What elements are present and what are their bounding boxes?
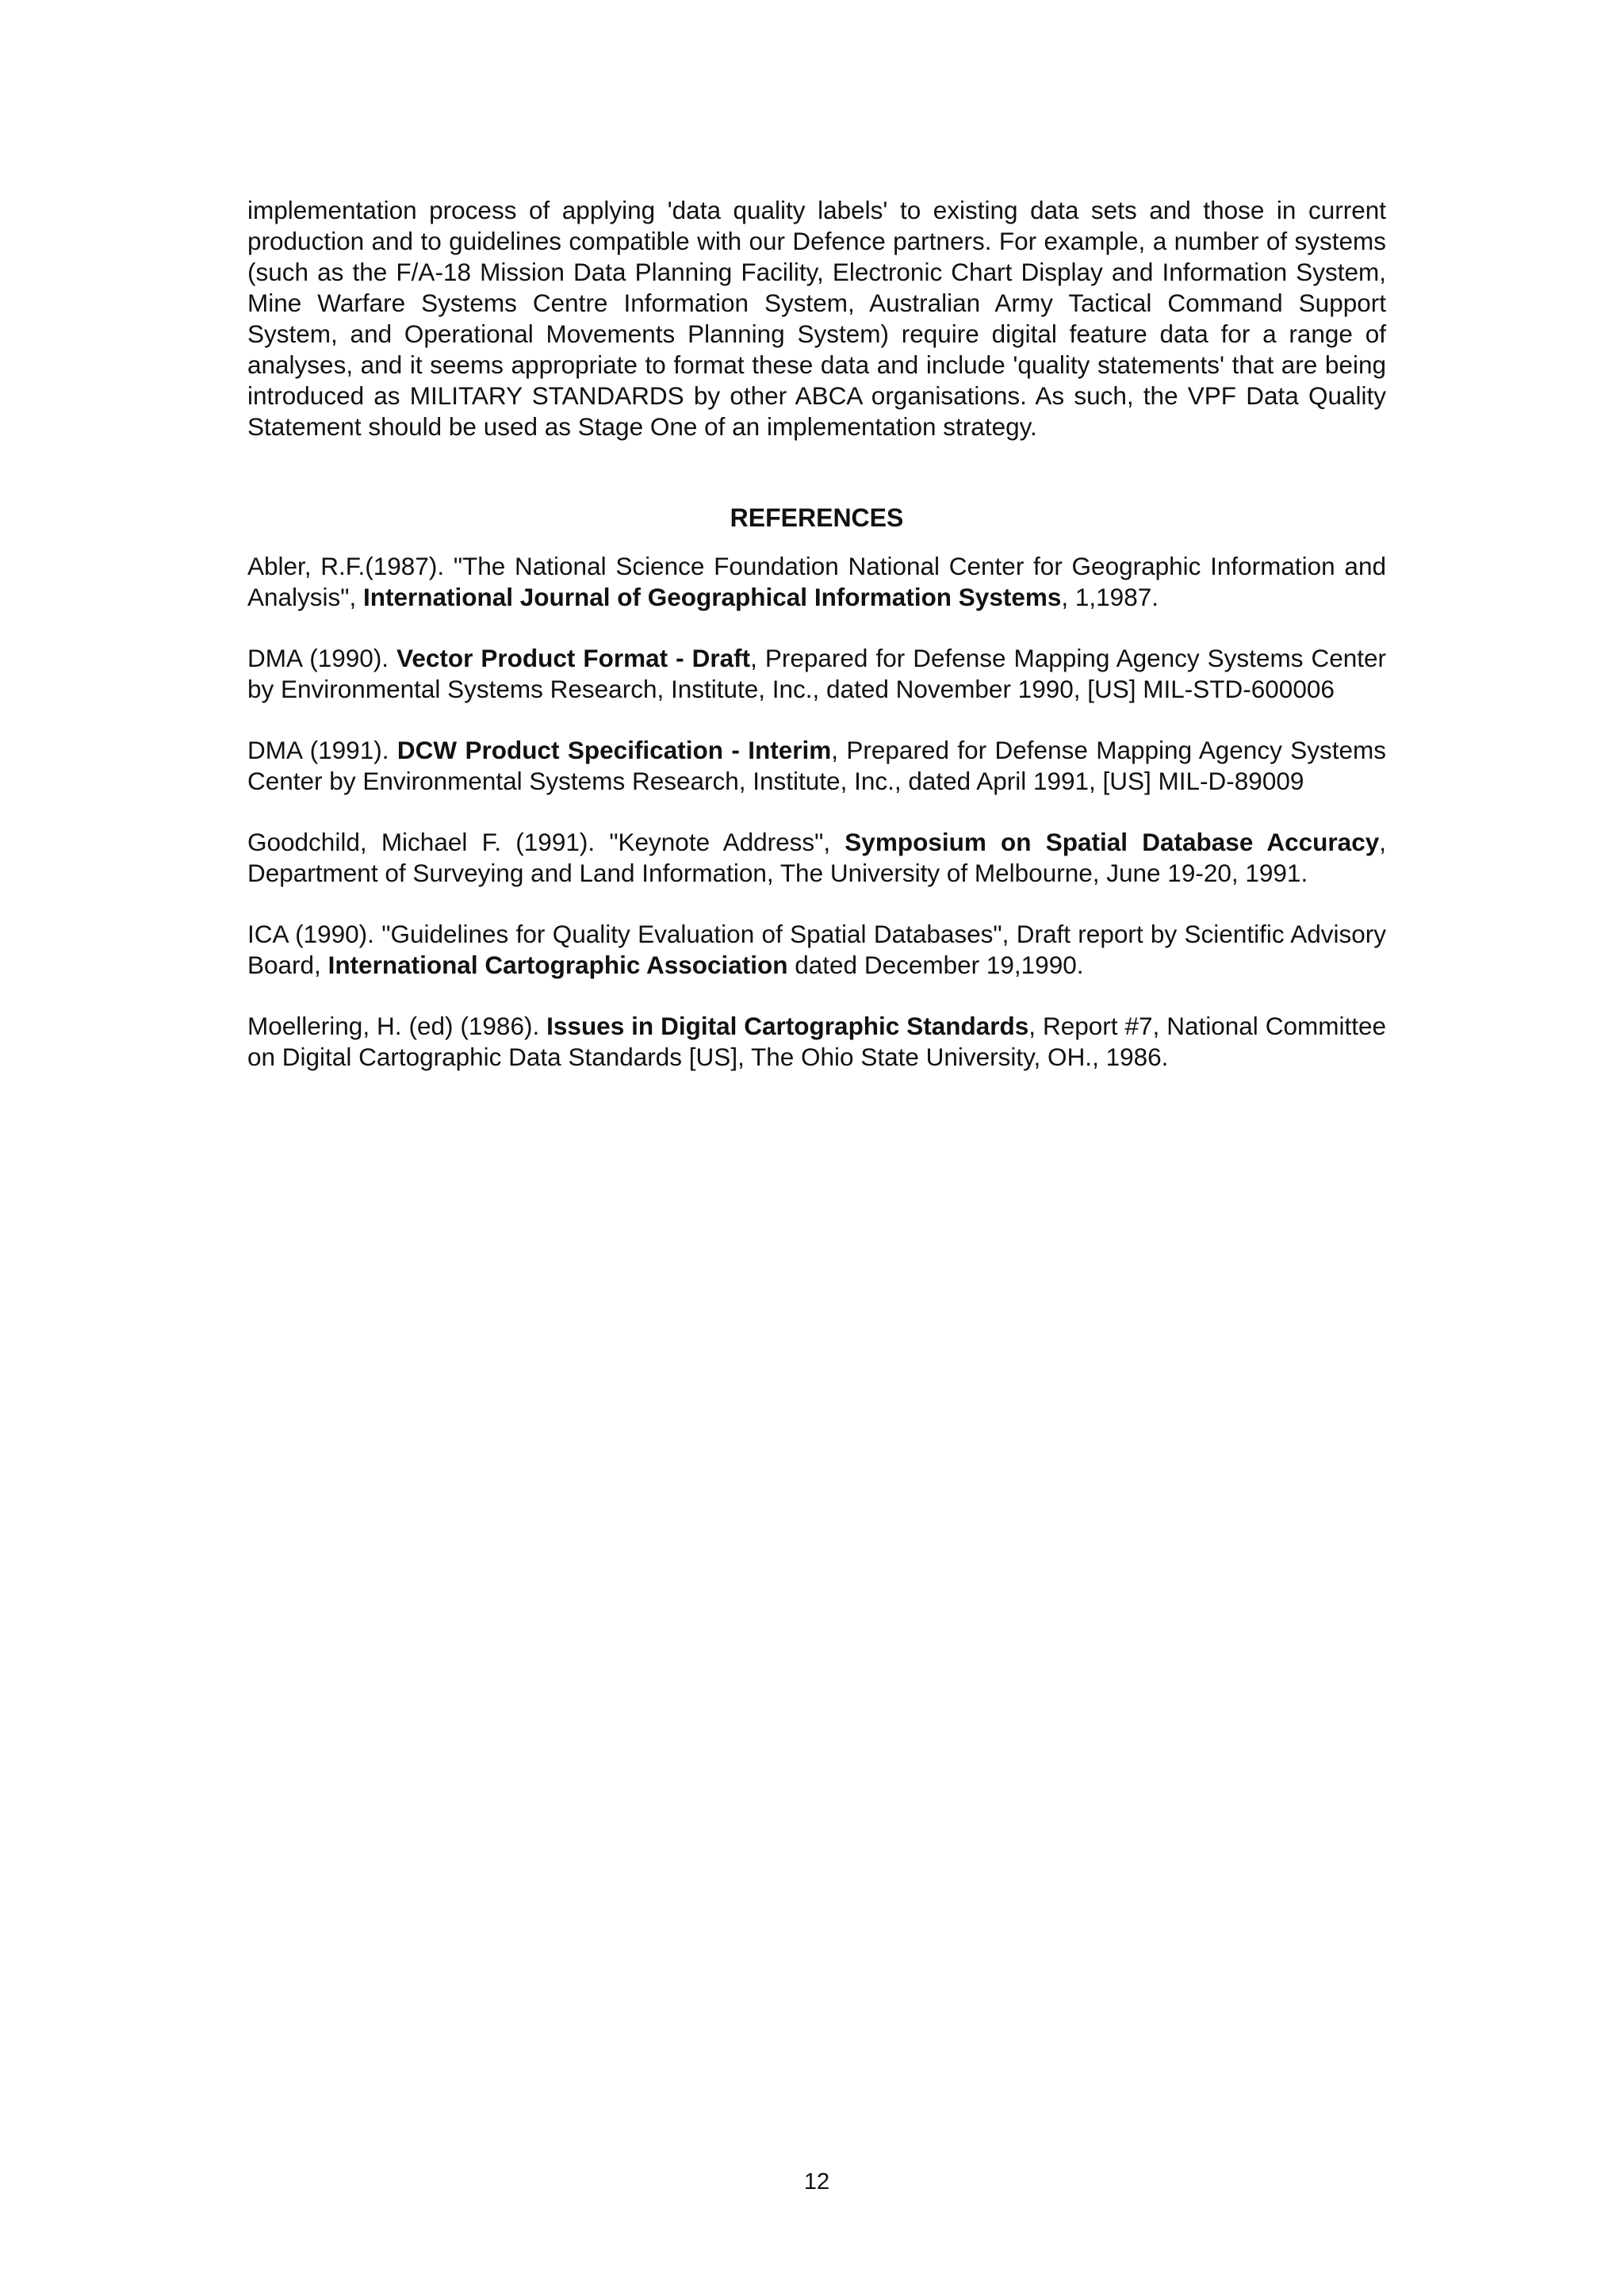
reference-text: , Report #7, National Committee on Digital Cartographic Data Standards [US], The Ohio State University, OH., 1986. xyxy=(247,1012,1386,1071)
reference-text: Moellering, H. (ed) (1986). xyxy=(247,1012,547,1040)
reference-text: Abler, R.F.(1987). "The National Science Foundation National Center for Geographic Information and Analysis", xyxy=(247,552,1386,611)
reference-text: , Department of Surveying and Land Information, The University of Melbourne, June 19-20, 1991. xyxy=(247,828,1386,887)
reference-text: , 1,1987. xyxy=(1061,583,1159,611)
page-number: 12 xyxy=(803,2169,830,2195)
reference-item xyxy=(247,735,1386,797)
document-page xyxy=(247,195,1386,1103)
reference-text: , Prepared for Defense Mapping Agency Systems Center by Environmental Systems Research, Institute, Inc., dated April 1991, [US] MIL-D-89009 xyxy=(247,736,1386,795)
reference-text: DMA (1991). xyxy=(247,736,397,764)
reference-text: DMA (1990). xyxy=(247,644,397,672)
reference-item xyxy=(247,643,1386,705)
reference-item xyxy=(247,827,1386,889)
reference-title: International Journal of Geographical Information Systems xyxy=(362,583,1062,611)
references-list xyxy=(247,551,1386,1073)
reference-text: Goodchild, Michael F. (1991). "Keynote Address", xyxy=(247,828,845,856)
reference-title: DCW Product Specification - Interim xyxy=(396,736,832,764)
reference-title: Issues in Digital Cartographic Standards xyxy=(546,1012,1029,1040)
reference-text: , Prepared for Defense Mapping Agency Systems Center by Environmental Systems Research, Institute, Inc., dated November 1990, [US] MIL-STD-600006 xyxy=(247,644,1386,703)
reference-text: ICA (1990). "Guidelines for Quality Evaluation of Spatial Databases", Draft report by Scientific Advisory Board, xyxy=(247,920,1386,979)
reference-item xyxy=(247,551,1386,613)
reference-title: International Cartographic Association xyxy=(327,951,788,979)
reference-item xyxy=(247,919,1386,981)
reference-item xyxy=(247,1011,1386,1073)
reference-text: dated December 19,1990. xyxy=(787,951,1084,979)
body-paragraph: implementation process of applying 'data quality labels' to existing data sets and those in current production and to guidelines compatible with our Defence partners. For example, a number of systems (such as the F/A-18 Mission Data Planning Facility, Electronic Chart Display and Information System, Mine Warfare Systems Centre Information System, Australian Army Tactical Command Support System, and Operational Movements Planning System) require digital feature data for a range of analyses, and it seems appropriate to format these data and include 'quality statements' that are being introduced as MILITARY STANDARDS by other ABCA organisations. As such, the VPF Data Quality Statement should be used as Stage One of an implementation strategy. xyxy=(247,196,1386,441)
reference-title: Symposium on Spatial Database Accuracy xyxy=(845,828,1380,856)
references-heading: REFERENCES xyxy=(730,503,904,532)
reference-title: Vector Product Format - Draft xyxy=(396,644,751,672)
